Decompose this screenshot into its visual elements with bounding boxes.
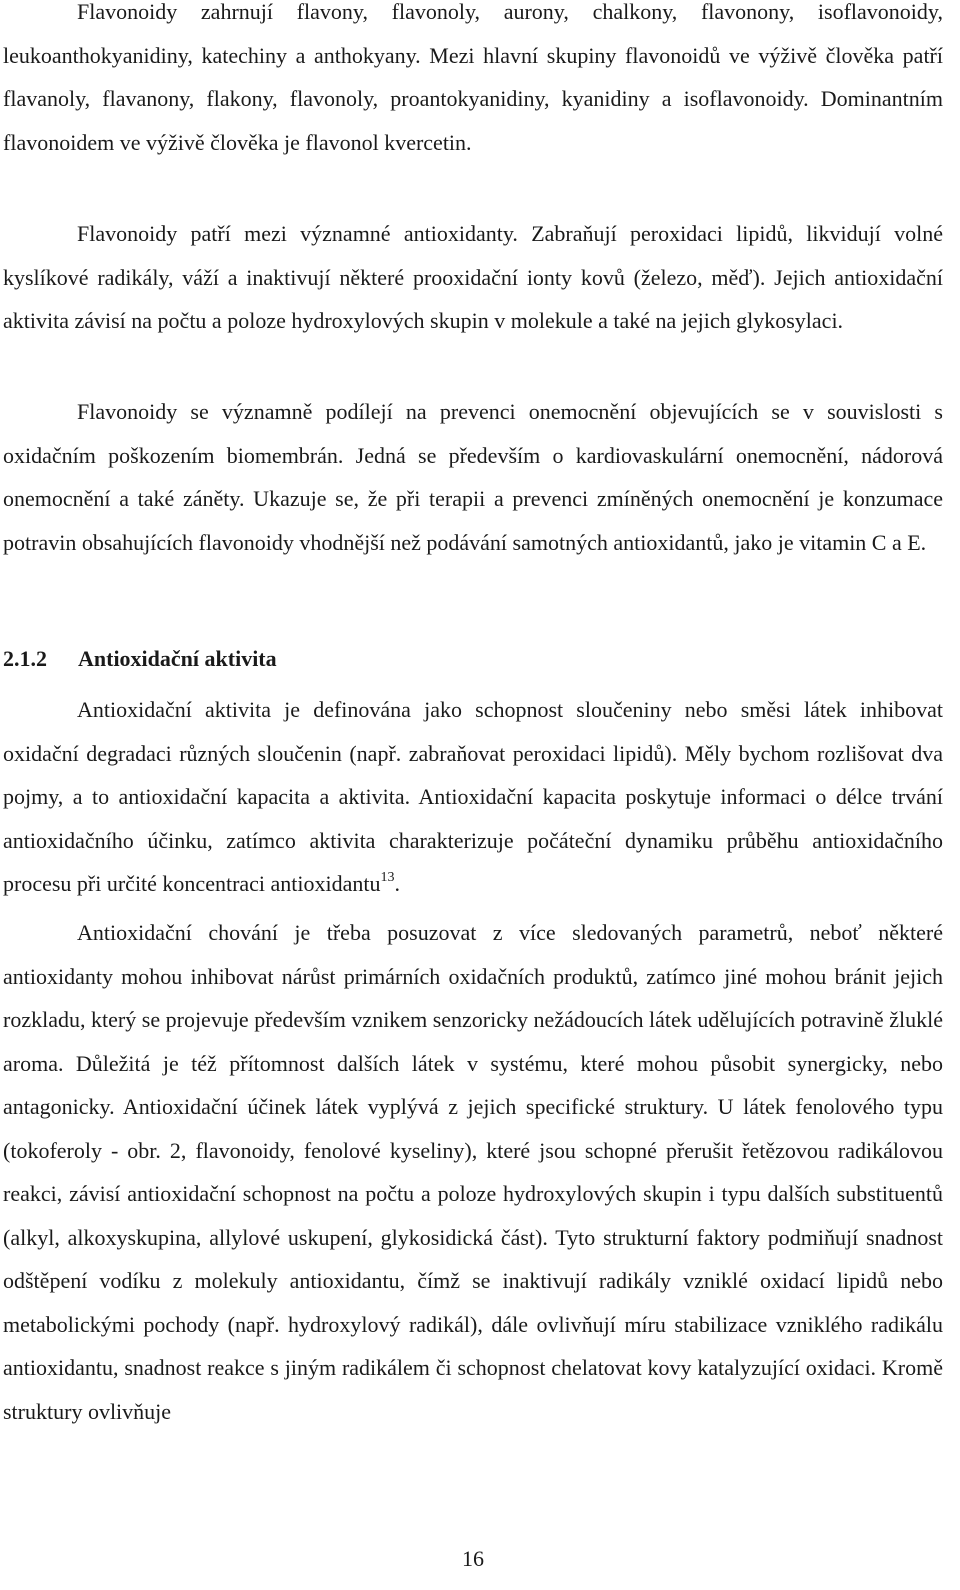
section-title: Antioxidační aktivita	[78, 646, 277, 671]
paragraph-end: .	[394, 871, 401, 896]
page-number: 16	[462, 1546, 484, 1571]
paragraph-text: Antioxidační aktivita je definována jako schopnost sloučeniny nebo směsi látek inhibovat oxidační degradaci různých sloučenin (např. zabraňovat peroxidaci lipidů). Měly bychom rozlišovat dva pojmy, a to antioxidační kapacita a aktivita. Antioxidační kapacita poskytuje informaci o délce trvání antioxidačního účinku, zatímco aktivita charakterizuje počáteční dynamiku průběhu antioxidačního procesu při určité koncentraci antioxidantu	[3, 697, 943, 896]
paragraph-flavonoid-prevention: Flavonoidy se významně podílejí na prevenci onemocnění objevujících se v souvislosti s oxidačním poškozením biomembrán. Jedná se především o kardiovaskulární onemocnění, nádorová onemocnění a také záněty. Ukazuje se, že při terapii a prevenci zmíněných onemocnění je konzumace potravin obsahujících flavonoidy vhodnější než podávání samotných antioxidantů, jako je vitamin C a E.	[3, 399, 943, 555]
paragraph-antioxidant-activity-definition	[3, 688, 943, 906]
paragraph-flavonoid-groups: Flavonoidy zahrnují flavony, flavonoly, aurony, chalkony, flavonony, isoflavonoidy, leukoanthokyanidiny, katechiny a anthokyany. Mezi hlavní skupiny flavonoidů ve výživě člověka patří flavanoly, flavanony, flakony, flavonoly, proantokyanidiny, kyanidiny a isoflavonoidy. Dominantním flavonoidem ve výživě člověka je flavonol kvercetin.	[3, 0, 943, 155]
section-number: 2.1.2	[3, 646, 47, 671]
section-heading	[3, 634, 277, 684]
paragraph-antioxidant-behavior: Antioxidační chování je třeba posuzovat z více sledovaných parametrů, neboť některé antioxidanty mohou inhibovat nárůst primárních oxidačních produktů, zatímco jiné mohou bránit jejich rozkladu, který se projevuje především vznikem senzoricky nežádoucích látek udělujících potravině žluklé aroma. Důležitá je též přítomnost dalších látek v systému, které mohou působit synergicky, nebo antagonicky. Antioxidační účinek látek vyplývá z jejich specifické struktury. U látek fenolového typu (tokoferoly - obr. 2, flavonoidy, fenolové kyseliny), které jsou schopné přerušit řetězovou radikálovou reakci, závisí antioxidační schopnost na počtu a poloze hydroxylových skupin i typu dalších substituentů (alkyl, alkoxyskupina, allylové uskupení, glykosidická část). Tyto strukturní faktory podmiňují snadnost odštěpení vodíku z molekuly antioxidantu, čímž se inaktivují radikály vzniklé oxidací lipidů nebo metabolickými pochody (např. hydroxylový radikál), dále ovlivňují míru stabilizace vzniklého radikálu antioxidantu, snadnost reakce s jiným radikálem či schopnost chelatovat kovy katalyzující oxidaci. Kromě struktury ovlivňuje	[3, 920, 943, 1424]
citation-reference: 13	[380, 870, 395, 885]
paragraph-flavonoid-antioxidants: Flavonoidy patří mezi významné antioxidanty. Zabraňují peroxidaci lipidů, likvidují volné kyslíkové radikály, váží a inaktivují některé prooxidační ionty kovů (železo, měď). Jejich antioxidační aktivita závisí na počtu a poloze hydroxylových skupin v molekule a také na jejich glykosylaci.	[3, 221, 943, 333]
